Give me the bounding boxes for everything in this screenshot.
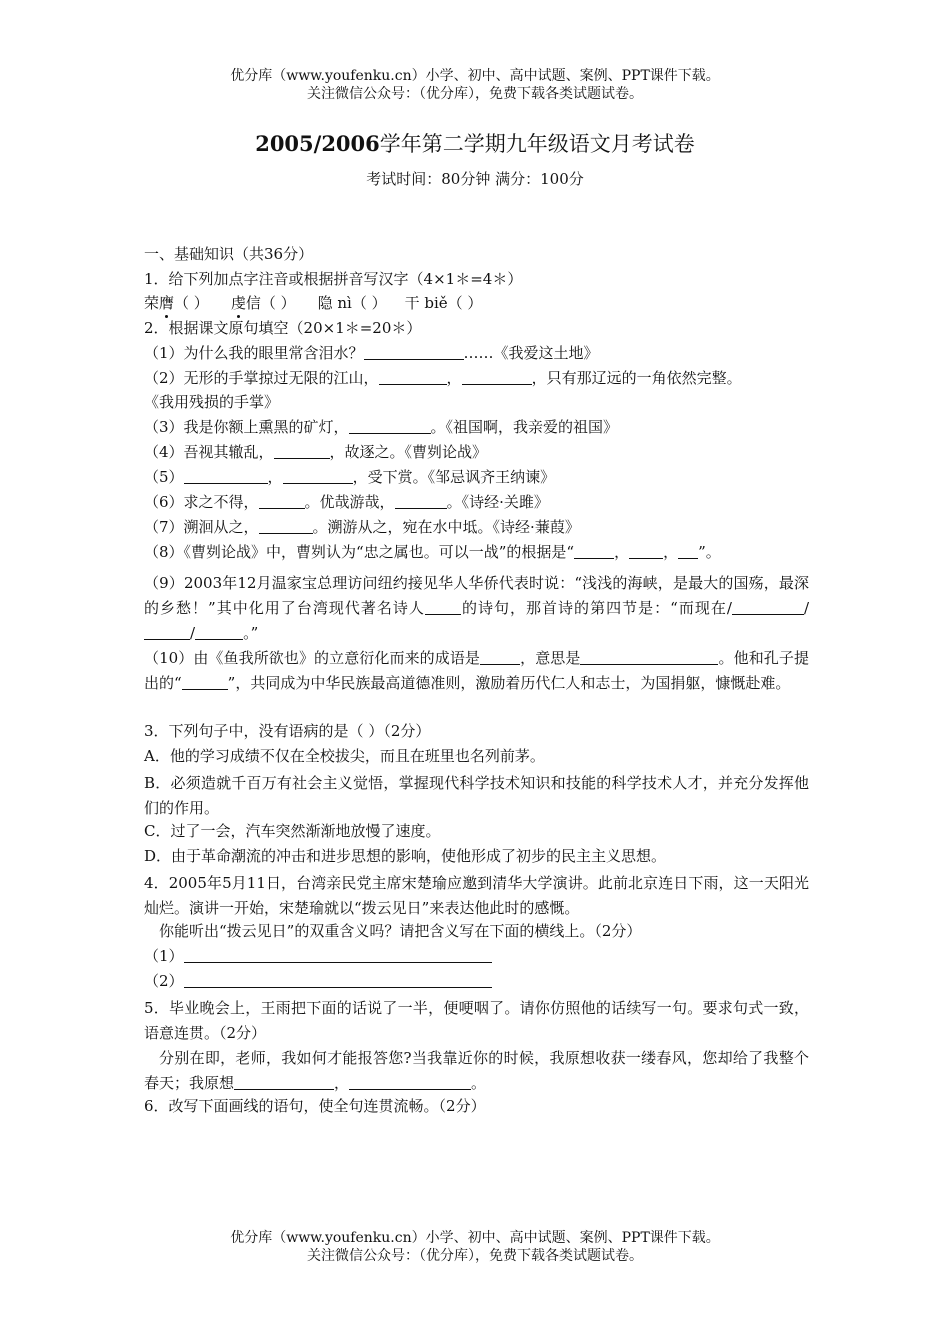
blank-line[interactable] — [184, 468, 268, 484]
q2-s1-source: ……《我爱这土地》 — [463, 344, 599, 362]
q2-s6 — [144, 492, 809, 512]
q2-s9-slash1: / — [803, 599, 809, 617]
section-heading: 一、基础知识（共36分） — [144, 245, 314, 263]
q5-quote-text: 分别在即，老师，我如何才能报答您?当我靠近你的时候，我原想收获一缕春风，您却给了我整个春天；我原想 — [144, 1049, 809, 1092]
q2-s2-source: 《我用残损的手掌》 — [144, 393, 280, 411]
q3-option-d: D．由于革命潮流的冲击和进步思想的影响，使他形成了初步的民主主义思想。 — [144, 847, 667, 865]
q3-option-a: A．他的学习成绩不仅在全校拔尖，而且在班里也名列前茅。 — [144, 747, 545, 765]
blank-line[interactable] — [480, 649, 520, 665]
q1-item1-pre: 荣 — [144, 294, 160, 312]
blank-line[interactable] — [349, 1074, 471, 1090]
q4-text: 4．2005年5月11日，台湾亲民党主席宋楚瑜应邀到清华大学演讲。此前北京连日下雨，这一天阳光灿烂。演讲一开始，宋楚瑜就以“拨云见日”来表达他此时的感慨。 — [144, 874, 809, 917]
blank-line[interactable] — [629, 543, 663, 559]
blank-line[interactable] — [425, 599, 461, 615]
blank-line[interactable] — [182, 674, 228, 690]
answer-line[interactable] — [184, 947, 492, 963]
q2-s3-text: （3）我是你额上熏黑的矿灯， — [144, 418, 349, 436]
q2-s10 — [144, 646, 809, 696]
q2-s8-comma2: ， — [663, 543, 679, 561]
q3-option-b: B．必须造就千百万有社会主义觉悟，掌握现代科学技术知识和技能的科学技术人才，并充分发挥他们的作用。 — [144, 774, 809, 817]
q4-blank-2 — [144, 971, 809, 991]
blank-line[interactable] — [259, 518, 313, 534]
q2-s10-text: （10）由《鱼我所欲也》的立意衍化而来的成语是 — [144, 649, 481, 667]
header-line-1: 优分库（www.youfenku.cn）小学、初中、高中试题、案例、PPT课件下载。 — [230, 68, 720, 84]
q2-s5-comma: ， — [267, 468, 283, 486]
exam-subtitle: 考试时间：80分钟 满分：100分 — [366, 170, 584, 188]
q2-s10-mid: ，意思是 — [520, 649, 581, 667]
q2-s2 — [144, 368, 809, 388]
q2-s7 — [144, 517, 809, 537]
q1-item4: 干 biě（ ） — [404, 294, 483, 312]
q2-s3 — [144, 417, 809, 437]
q2-s9 — [144, 571, 809, 646]
q2-prompt: 2．根据课文原句填空（20×1＊=20＊） — [144, 319, 422, 337]
q1-prompt: 1．给下列加点字注音或根据拼音写汉字（4×1＊=4＊） — [144, 270, 523, 288]
q2-s2-text: （2）无形的手掌掠过无限的江山， — [144, 369, 379, 387]
q3-option-c: C．过了一会，汽车突然渐渐地放慢了速度。 — [144, 822, 441, 840]
answer-line[interactable] — [184, 972, 492, 988]
blank-line[interactable] — [574, 543, 614, 559]
q5-text: 5．毕业晚会上，王雨把下面的话说了一半，便哽咽了。请你仿照他的话续写一句。要求句式一致，语意连贯。（2分） — [144, 999, 809, 1042]
blank-line[interactable] — [364, 344, 464, 360]
blank-line[interactable] — [259, 493, 305, 509]
q2-s5-text: （5） — [144, 468, 184, 486]
exam-title — [0, 128, 950, 158]
q4-blank-2-label: （2） — [144, 972, 184, 990]
q2-s1 — [144, 343, 809, 363]
q2-s5-source: ，受下赏。《邹忌讽齐王纳谏》 — [352, 468, 556, 486]
header-line-2: 关注微信公众号：（优分库），免费下载各类试题试卷。 — [307, 86, 643, 102]
blank-line[interactable] — [274, 443, 330, 459]
blank-line[interactable] — [732, 599, 804, 615]
q5-quote-comma: ， — [334, 1074, 350, 1092]
blank-line[interactable] — [678, 543, 698, 559]
q2-s9-tail: 。” — [243, 624, 259, 642]
q2-s10-mid2: 。他和孔子提出的“ — [144, 649, 809, 692]
q2-s10-tail: ”，共同成为中华民族最高道德准则，激励着历代仁人和志士，为国捐躯，慷慨赴难。 — [227, 674, 791, 692]
q2-s9-text: （9）2003年12月温家宝总理访问纽约接见华人华侨代表时说：“浅浅的海峡，是最大的国殇，最深的乡愁！”其中化用了台湾现代著名诗人 — [144, 574, 809, 617]
blank-line[interactable] — [144, 624, 190, 640]
blank-line[interactable] — [395, 493, 447, 509]
q2-s4-source: ，故逐之。《曹刿论战》 — [329, 443, 488, 461]
q5-quote — [144, 1046, 809, 1096]
q4-blank-1 — [144, 946, 809, 966]
q1-item1-paren: （ ） — [174, 294, 209, 312]
q2-s2-tail: ，只有那辽远的一角依然完整。 — [531, 369, 742, 387]
q2-s9-mid: 的诗句，那首诗的第四节是：“而现在/ — [460, 599, 732, 617]
q2-s1-text: （1）为什么我的眼里常含泪水？ — [144, 344, 364, 362]
blank-line[interactable] — [283, 468, 353, 484]
q2-s8-comma1: ， — [614, 543, 630, 561]
q1-item3: 隐 nì（ ） — [317, 294, 387, 312]
q6-text: 6．改写下面画线的语句，使全句连贯流畅。（2分） — [144, 1097, 486, 1115]
q5-quote-end: 。 — [471, 1074, 487, 1092]
q2-s6-text: （6）求之不得， — [144, 493, 259, 511]
q2-s3-source: 。《祖国啊，我亲爱的祖国》 — [430, 418, 619, 436]
q2-s6-source: 。《诗经·关雎》 — [446, 493, 549, 511]
q2-s8-text: （8）《曹刿论战》中，曹刿认为“忠之属也。可以一战”的根据是“ — [144, 543, 575, 561]
q2-s8-tail: ”。 — [698, 543, 721, 561]
q3-prompt: 3．下列句子中，没有语病的是（ ）（2分） — [144, 722, 431, 740]
blank-line[interactable] — [234, 1074, 334, 1090]
footer-line-2: 关注微信公众号：（优分库），免费下载各类试题试卷。 — [307, 1248, 643, 1264]
exam-title-rest: 学年第二学期九年级语文月考试卷 — [379, 132, 695, 156]
q4-ask: 你能听出“拨云见日”的双重含义吗？请把含义写在下面的横线上。（2分） — [159, 922, 642, 940]
q4-blank-1-label: （1） — [144, 947, 184, 965]
blank-line[interactable] — [195, 624, 243, 640]
q2-s4 — [144, 442, 809, 462]
q2-s9-slash2: / — [190, 624, 196, 642]
blank-line[interactable] — [379, 369, 447, 385]
q1-item1-dotted-char: 膺 — [159, 294, 175, 312]
blank-line[interactable] — [580, 649, 648, 665]
q1-items — [144, 293, 809, 313]
q2-s5 — [144, 467, 809, 487]
q2-s7-text: （7）溯洄从之， — [144, 518, 259, 536]
q2-s4-text: （4）吾视其辙乱， — [144, 443, 274, 461]
q2-s7-source: 。溯游从之，宛在水中坻。《诗经·蒹葭》 — [312, 518, 580, 536]
exam-title-year: 2005/2006 — [255, 131, 380, 156]
q1-item2-dotted-char: 虔 — [230, 294, 246, 312]
blank-line[interactable] — [349, 418, 431, 434]
blank-line[interactable] — [462, 369, 532, 385]
blank-line[interactable] — [648, 649, 718, 665]
footer-line-1: 优分库（www.youfenku.cn）小学、初中、高中试题、案例、PPT课件下载。 — [230, 1230, 720, 1246]
q2-s8 — [144, 542, 809, 562]
q2-s2-comma: ， — [446, 369, 462, 387]
q1-item2-paren: 信（ ） — [245, 294, 296, 312]
q2-s6-mid: 。优哉游哉， — [304, 493, 395, 511]
